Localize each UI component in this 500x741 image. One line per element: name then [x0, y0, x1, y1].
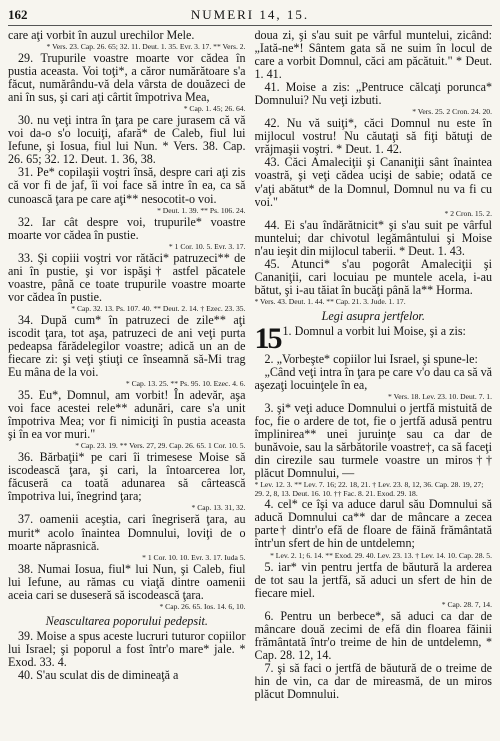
cross-reference: * Cap. 13. 25. ** Ps. 95. 10. Ezec. 4. 6. [125, 379, 246, 389]
cross-reference: * 1 Cor. 10. 10. Evr. 3. 17. Iuda 5. [142, 552, 246, 562]
verse-text: 41. Moise a zis: „Pentruce călcaţi porunca* Domnului? Nu veţi izbuti. [254, 80, 492, 108]
verse-text: 36. Bărbaţii* pe cari îi trimesese Moise să iscodească ţara, şi cari, la întoarcerea lor, făcuseră ca toată adunarea să cârtească împotriva lui, înegrind ţara; [8, 450, 246, 504]
cross-reference: * Vers. 25. 2 Cron. 24. 20. [412, 107, 492, 117]
verse-text: 29. Trupurile voastre moarte vor cădea în pustia aceasta. Voi toţi*, a căror numărătoare s'a făcut, numărându-vă dela vârsta de douăzeci de ani în sus, şi cari aţi cârtit împotriva Mea, [8, 51, 246, 105]
verse-text: 6. Pentru un berbece*, să aduci ca dar de mâncare două zecimi de efă din floarea făinii frământată într'o treime de hin de untdelemn, * Cap. 28. 12, 14. [254, 608, 492, 662]
text-columns [8, 29, 492, 741]
cross-reference: * Lev. 2. 1; 6. 14. ** Exod. 29. 40. Lev. 23. 13. † Lev. 14. 10. Cap. 28. 5. [270, 550, 492, 560]
verse-text: 5. iar* vin pentru jertfa de băutură la arderea de tot sau la jertfă, să aduci un sfert de hin de fiecare miel. [254, 559, 492, 600]
verse-text: „Când veţi intra în ţara pe care v'o dau ca să vă aşezaţi locuinţele în ea, [254, 364, 492, 392]
verse-text: 39. Moise a spus aceste lucruri tuturor copiilor lui Israel; şi poporul a fost într'o mare* jale. * Exod. 33. 4. [8, 628, 246, 669]
section-heading: Neascultarea poporului pedepsit. [45, 613, 208, 628]
cross-reference: * Cap. 1. 45; 26. 64. [183, 104, 246, 114]
verse-text: 35. Eu*, Domnul, am vorbit! În adevăr, aşa voi face acestei rele** adunări, care s'a unit împotriva Mea; vor fi nimiciţi în pustia aceasta şi în ea vor muri." [8, 388, 246, 442]
verse-text: 37. oamenii aceştia, cari înegriseră ţara, au murit* acolo înaintea Domnului, loviţi de o moarte năprasnică. [8, 512, 246, 553]
cross-reference: * Vers. 18. Lev. 23. 10. Deut. 7. 1. [388, 392, 492, 402]
verse-text: 2. „Vorbeşte* copiilor lui Israel, şi spune-le: [264, 351, 478, 366]
verse-text: care aţi vorbit în auzul urechilor Mele. [8, 29, 195, 42]
cross-reference: * Cap. 13. 31, 32. [191, 503, 246, 513]
page-header [8, 7, 492, 26]
cross-reference: * Lev. 12. 3. ** Lev. 7. 16; 22. 18, 21. † Lev. 23. 8, 12, 36. Cap. 28. 19, 27; 29. 2, 8, 13. Deut. 16. 10. †† Fac. 8. 21. Exod. 29. 18. [254, 480, 484, 499]
cross-reference: * 2 Cron. 15. 2. [444, 208, 492, 218]
chapter-start [254, 321, 493, 355]
verse-text: 31. Pe* copilaşii voştri însă, despre cari aţi zis că vor fi de jaf, îi voi face să intre în ea, ca să cunoască ţara pe care aţi** nesocotit-o voi. [8, 165, 246, 206]
cross-reference: * Vers. 43. Deut. 1. 44. ** Cap. 21. 3. Jude. 1. 17. [254, 296, 406, 306]
verse-text: 3. şi* veţi aduce Domnului o jertfă mistuită de foc, fie o ardere de tot, fie o jertfă adusă pentru împlinirea** unei juruinţe sau ca dar de bunăvoie, sau la sărbătorile voastre†, ca să faceţi din cirezile sau turmele voastre un miros†† plăcut Domnului, — [254, 401, 492, 481]
cross-reference: * Vers. 23. Cap. 26. 65; 32. 11. Deut. 1. 35. Evr. 3. 17. ** Vers. 2. [46, 42, 246, 52]
cross-reference: * Cap. 28. 7, 14. [441, 599, 492, 609]
section-heading: Legi asupra jertfelor. [321, 308, 425, 323]
chapter-number: 15 [254, 321, 281, 355]
verse-text: doua zi, şi s'au suit pe vârful muntelui, zicând: „Iată-ne*! Sântem gata să ne suim în locul de care a vorbit Domnul, căci am păcătuit." * Deut. 1. 41. [254, 29, 492, 82]
cross-reference: * Cap. 23. 19. ** Vers. 27, 29. Cap. 26. 65. 1 Cor. 10. 5. [75, 441, 246, 451]
verse-text: 45. Atunci* s'au pogorât Amaleciţii şi Cananiţii, cari locuiau pe muntele acela, i-au bătut, şi i-au tăiat în bucăţi până la** Horma. [254, 256, 492, 297]
left-column [8, 29, 246, 741]
verse-text: 40. S'au sculat dis de dimineaţă a [18, 667, 179, 682]
right-column [255, 29, 493, 741]
cross-reference: * Cap. 26. 65. Ios. 14. 6, 10. [159, 601, 246, 611]
verse-text: 34. După cum* în patruzeci de zile** aţi iscodit ţara, tot aşa, patruzeci de ani veţi purta pedeapsa fărădelegilor voastre; adică un an de fiecare zi: şi veţi ştiuţi ce înseamnă să-Mi trag Eu mâna de la voi. [8, 312, 246, 380]
cross-reference: * 1 Cor. 10. 5. Evr. 3. 17. [168, 241, 246, 251]
running-head: NUMERI 14, 15. [190, 7, 310, 22]
verse-text: 44. Ei s'au îndărătnicit* şi s'au suit pe vârful muntelui; dar chivotul legământului şi Moise n'au ieşit din mijlocul taberii. * Deut. 1. 43. [254, 217, 492, 258]
verse-text: 30. nu veţi intra în ţara pe care jurasem că vă voi da-o s'o locuiţi, afară* de Caleb, fiul lui Iefune, şi Iosua, fiul lui Nun. * Vers. 38. Cap. 26. 65; 32. 12. Deut. 1. 36, 38. [8, 113, 246, 167]
cross-reference: * Deut. 1. 39. ** Ps. 106. 24. [157, 205, 246, 215]
verse-text: 4. cel* ce îşi va aduce darul său Domnului să aducă Domnului ca** dar de mâncare a zecea parte† dintr'o efă de floare de făină frământată într'un sfert de hin de untdelemn; [254, 497, 492, 551]
verse-text: 7. şi să faci o jertfă de băutură de o treime de hin de vin, ca dar de mireasmă, de un miros plăcut Domnului. [254, 660, 492, 701]
verse-text: 42. Nu vă suiţi*, căci Domnul nu este în mijlocul vostru! Nu căutaţi să fiţi bătuţi de vrăjmaşii voştri. * Deut. 1. 42. [254, 116, 492, 157]
verse-text: 38. Numai Iosua, fiul* lui Nun, şi Caleb, fiul lui Iefune, au rămas cu viaţă dintre oamenii aceia cari se duseseră să iscodească ţara. [8, 561, 246, 602]
page-number: 162 [8, 7, 28, 22]
verse-text: 32. Iar cât despre voi, trupurile* voastre moarte vor cădea în pustie. [8, 214, 246, 242]
cross-reference: * Cap. 32. 13. Ps. 107. 40. ** Deut. 2. 14. † Ezec. 23. 35. [71, 303, 246, 313]
verse-text: 33. Şi copiii voştri vor rătăci* patruzeci** de ani în pustie, şi vor ispăşi† astfel păcatele voastre, până ce toate trupurile voastre moarte vor cădea în pustie. [8, 250, 246, 304]
verse-text: 1. Domnul a vorbit lui Moise, şi a zis: [282, 323, 466, 338]
verse-text: 43. Căci Amaleciţii şi Cananiţii sânt înaintea voastră, şi veţi cădea ucişi de sabie; odată ce v'aţi abătut* de la Domnul, Domnul nu va fi cu voi." [254, 155, 492, 209]
